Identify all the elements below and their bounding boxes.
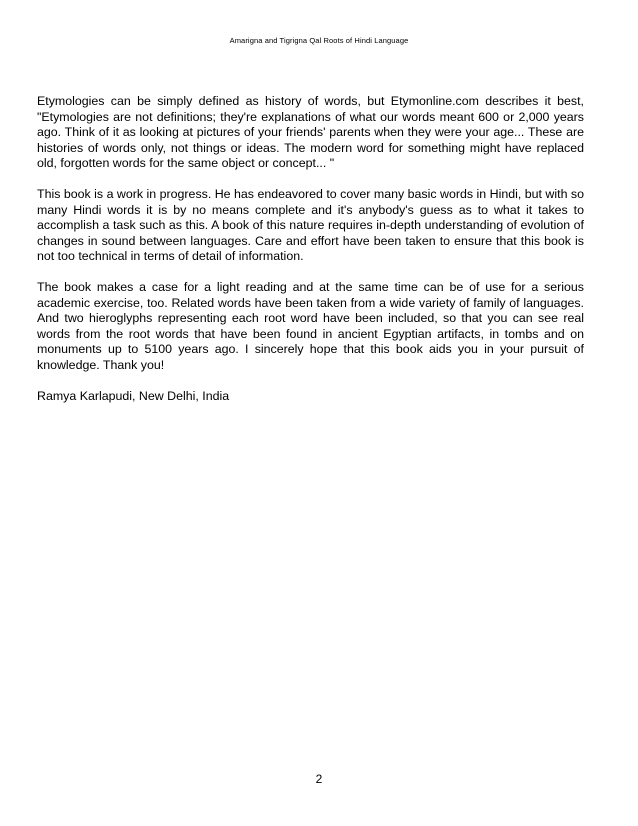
paragraph-work-in-progress: This book is a work in progress. He has endeavored to cover many basic words in Hindi, but with so many Hindi words it is by no means complete and it's anybody's guess as to what it takes to accomplish a task such as this. A book of this nature requires in-depth understanding of evolution of changes in sound between languages. Care and effort have been taken to ensure that this book is not too technical in terms of detail of information. bbox=[37, 186, 584, 264]
author-signature: Ramya Karlapudi, New Delhi, India bbox=[37, 388, 230, 403]
running-header: Amarigna and Tigrigna Qal Roots of Hindi Language bbox=[229, 36, 409, 45]
page-body bbox=[37, 94, 584, 419]
page-number: 2 bbox=[315, 772, 323, 786]
paragraph-etymology: Etymologies can be simply defined as history of words, but Etymonline.com describes it best, "Etymologies are not definitions; they're explanations of what our words meant 600 or 2,000 years ago. Think of it as looking at pictures of your friends' parents when they were your age... These are histories of words only, not things or ideas. The modern word for something might have replaced old, forgotten words for the same object or concept... " bbox=[37, 94, 584, 171]
paragraph-light-reading: The book makes a case for a light reading and at the same time can be of use for a serious academic exercise, too. Related words have been taken from a wide variety of family of languages. And two hieroglyphs representing each root word have been included, so that you can see real words from the root words that have been found in ancient Egyptian artifacts, in tombs and on monuments up to 5100 years ago. I sincerely hope that this book aids you in your pursuit of knowledge. Thank you! bbox=[37, 279, 584, 372]
